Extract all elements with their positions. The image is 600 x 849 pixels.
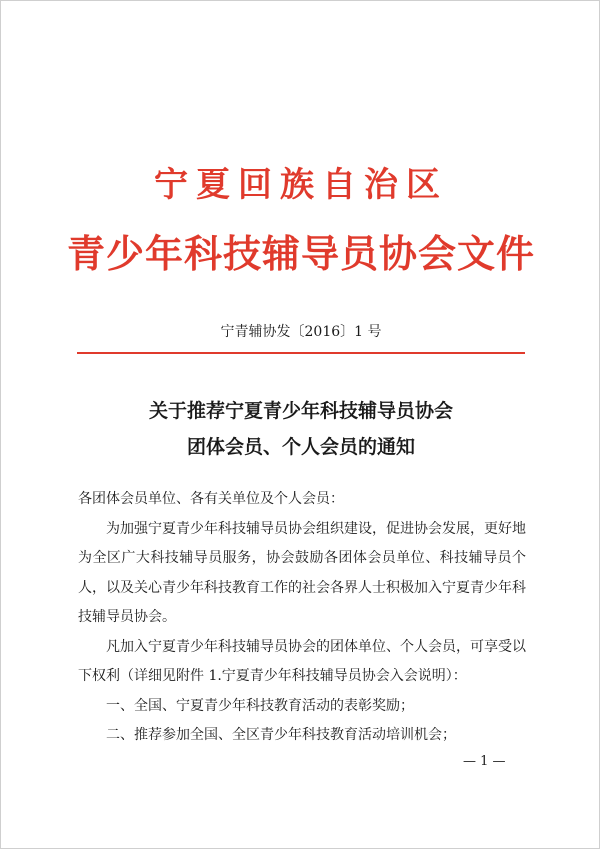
document-number: 宁青辅协发〔2016〕1 号: [220, 324, 382, 340]
issuing-authority-line: 宁夏回族自治区: [154, 165, 448, 205]
rights-list-item: 二、推荐参加全国、全区青少年科技教育活动培训机会；: [106, 727, 456, 743]
body-paragraph: 凡加入宁夏青少年科技辅导员协会的团体单位、个人会员，可享受以下权利（详细见附件 1.宁夏青少年科技辅导员协会入会说明）：: [78, 638, 526, 684]
notice-body: [78, 485, 526, 751]
red-separator-rule: [77, 352, 525, 354]
rights-list-item: 一、全国、宁夏青少年科技教育活动的表彰奖励；: [106, 697, 414, 714]
body-paragraph: 为加强宁夏青少年科技辅导员协会组织建设，促进协会发展，更好地为全区广大科技辅导员服务，协会鼓励各团体会员单位、科技辅导员个人，以及关心青少年科技教育工作的社会各界人士积极加入宁夏青少年科技辅导员协会。: [78, 520, 526, 625]
notice-title-line2: 团体会员、个人会员的通知: [186, 436, 415, 458]
notice-title: [1, 393, 600, 465]
document-header-title: 青少年科技辅导员协会文件: [66, 231, 535, 276]
page-number: — 1 —: [463, 754, 506, 769]
notice-title-line1: 关于推荐宁夏青少年科技辅导员协会: [148, 400, 453, 422]
salutation: 各团体会员单位、各有关单位及个人会员：: [78, 491, 344, 507]
